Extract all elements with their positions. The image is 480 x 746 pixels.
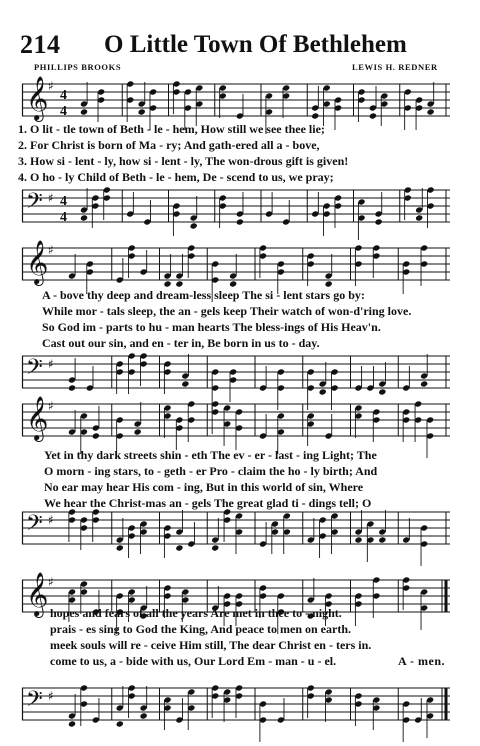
bass-staff-lines bbox=[22, 354, 450, 391]
lyric-verse-3: So God im - parts to hu - man hearts The bless-ings of His Heav'n. bbox=[42, 320, 381, 334]
note-head bbox=[211, 544, 219, 551]
bass-staff-lines bbox=[22, 188, 450, 225]
note-head bbox=[375, 218, 383, 225]
composer-credit: LEWIS H. REDNER bbox=[352, 62, 438, 72]
bass-clef-icon: 𝄢 bbox=[26, 687, 43, 717]
bass-clef-icon: 𝄢 bbox=[26, 355, 43, 385]
note-head bbox=[190, 222, 198, 229]
note-head bbox=[415, 214, 423, 221]
treble-staff-lines bbox=[22, 240, 450, 284]
bass-staff bbox=[22, 354, 450, 391]
lyric-verse-3: meek souls will re - ceive Him still, The dear Christ en - ters in. bbox=[50, 638, 372, 652]
treble-clef-icon: 𝄞 bbox=[26, 572, 49, 616]
note-head bbox=[80, 108, 88, 115]
sharp-key-signature-icon: ♯ bbox=[48, 79, 54, 93]
lyric-verse-1: A - bove thy deep and dream-less sleep The si - lent stars go by: bbox=[42, 288, 365, 302]
treble-staff bbox=[22, 76, 450, 120]
note-head bbox=[92, 432, 100, 439]
lyric-verse-1: 1. O lit - tle town of Beth - le - hem, How still we see thee lie; bbox=[18, 122, 325, 136]
note-head bbox=[229, 280, 237, 287]
lyric-verse-4: come to us, a - bide with us, Our Lord Em - man - u - el. bbox=[50, 654, 337, 668]
lyric-verse-2: 2. For Christ is born of Ma - ry; And gath-ered all a - bove, bbox=[18, 138, 320, 152]
note-head bbox=[116, 720, 124, 727]
note-head bbox=[319, 388, 327, 395]
treble-clef-icon: 𝄞 bbox=[26, 240, 49, 284]
bass-clef-icon: 𝄢 bbox=[26, 511, 43, 541]
note-head bbox=[378, 536, 386, 543]
lyricist-credit: PHILLIPS BROOKS bbox=[34, 62, 122, 72]
note-head bbox=[420, 380, 428, 387]
note-head bbox=[311, 112, 319, 119]
time-signature-top: 4 bbox=[60, 194, 67, 209]
bass-clef-icon: 𝄢 bbox=[26, 189, 43, 219]
note-head bbox=[68, 720, 76, 727]
sharp-key-signature-icon: ♯ bbox=[48, 357, 54, 371]
bass-staff-lines bbox=[22, 510, 450, 547]
sharp-key-signature-icon: ♯ bbox=[48, 513, 54, 527]
lyric-verse-2: O morn - ing stars, to - geth - er Pro - claim the ho - ly birth; And bbox=[44, 464, 378, 478]
amen-label: A - men. bbox=[398, 654, 445, 668]
note-head bbox=[369, 112, 377, 119]
music-system-1 bbox=[0, 78, 480, 238]
bass-staff bbox=[22, 188, 450, 225]
note-head bbox=[138, 108, 146, 115]
lyric-verse-3: 3. How si - lent - ly, how si - lent - ly, The won-drous gift is given! bbox=[18, 154, 349, 168]
sharp-key-signature-icon: ♯ bbox=[48, 575, 54, 589]
music-system-2 bbox=[0, 242, 480, 402]
time-signature-top: 4 bbox=[60, 88, 67, 103]
note-head bbox=[139, 712, 147, 719]
lyric-verse-1: Yet in thy dark streets shin - eth The ev - er - last - ing Light; The bbox=[44, 448, 377, 462]
lyric-verse-2: prais - es sing to God the King, And peace to men on earth. bbox=[50, 622, 352, 636]
hymn-title: O Little Town Of Bethlehem bbox=[104, 31, 407, 58]
treble-staff bbox=[22, 240, 450, 284]
note-head bbox=[236, 218, 244, 225]
note-head bbox=[80, 214, 88, 221]
treble-staff-lines bbox=[22, 396, 450, 440]
lyric-verse-4: We hear the Christ-mas an - gels The great glad ti - dings tell; O bbox=[44, 496, 372, 510]
hymn-number: 214 bbox=[20, 30, 61, 59]
time-signature-bottom: 4 bbox=[60, 104, 67, 119]
lyric-verse-1: hopes and fears of all the years Are met in thee to - night. bbox=[50, 606, 342, 620]
hymn-header bbox=[0, 0, 480, 84]
note-head bbox=[116, 544, 124, 551]
note-head bbox=[163, 280, 171, 287]
note-head bbox=[175, 544, 183, 551]
lyric-verse-4: Cast out our sin, and en - ter in, Be born in us to - day. bbox=[42, 336, 320, 350]
music-system-4 bbox=[0, 560, 480, 740]
treble-clef-icon: 𝄞 bbox=[26, 76, 49, 120]
note-head bbox=[354, 536, 362, 543]
note-head bbox=[181, 380, 189, 387]
lyric-verse-3: No ear may hear His com - ing, But in this world of sin, Where bbox=[44, 480, 364, 494]
sharp-key-signature-icon: ♯ bbox=[48, 399, 54, 413]
note-head bbox=[378, 388, 386, 395]
note-head bbox=[68, 384, 76, 391]
sharp-key-signature-icon: ♯ bbox=[48, 243, 54, 257]
time-signature-bottom: 4 bbox=[60, 210, 67, 225]
treble-staff-lines bbox=[22, 76, 450, 120]
note-head bbox=[134, 428, 142, 435]
bass-staff bbox=[22, 686, 450, 723]
sharp-key-signature-icon: ♯ bbox=[48, 689, 54, 703]
treble-staff bbox=[22, 396, 450, 440]
note-head bbox=[175, 280, 183, 287]
lyric-verse-4: 4. O ho - ly Child of Beth - le - hem, De - scend to us, we pray; bbox=[18, 170, 334, 184]
lyric-verse-2: While mor - tals sleep, the an - gels keep Their watch of won-d'ring love. bbox=[42, 304, 412, 318]
music-system-3 bbox=[0, 398, 480, 558]
bass-staff bbox=[22, 510, 450, 547]
note-head bbox=[426, 108, 434, 115]
note-head bbox=[325, 280, 333, 287]
sharp-key-signature-icon: ♯ bbox=[48, 191, 54, 205]
treble-clef-icon: 𝄞 bbox=[26, 396, 49, 440]
bass-staff-lines bbox=[22, 686, 450, 723]
